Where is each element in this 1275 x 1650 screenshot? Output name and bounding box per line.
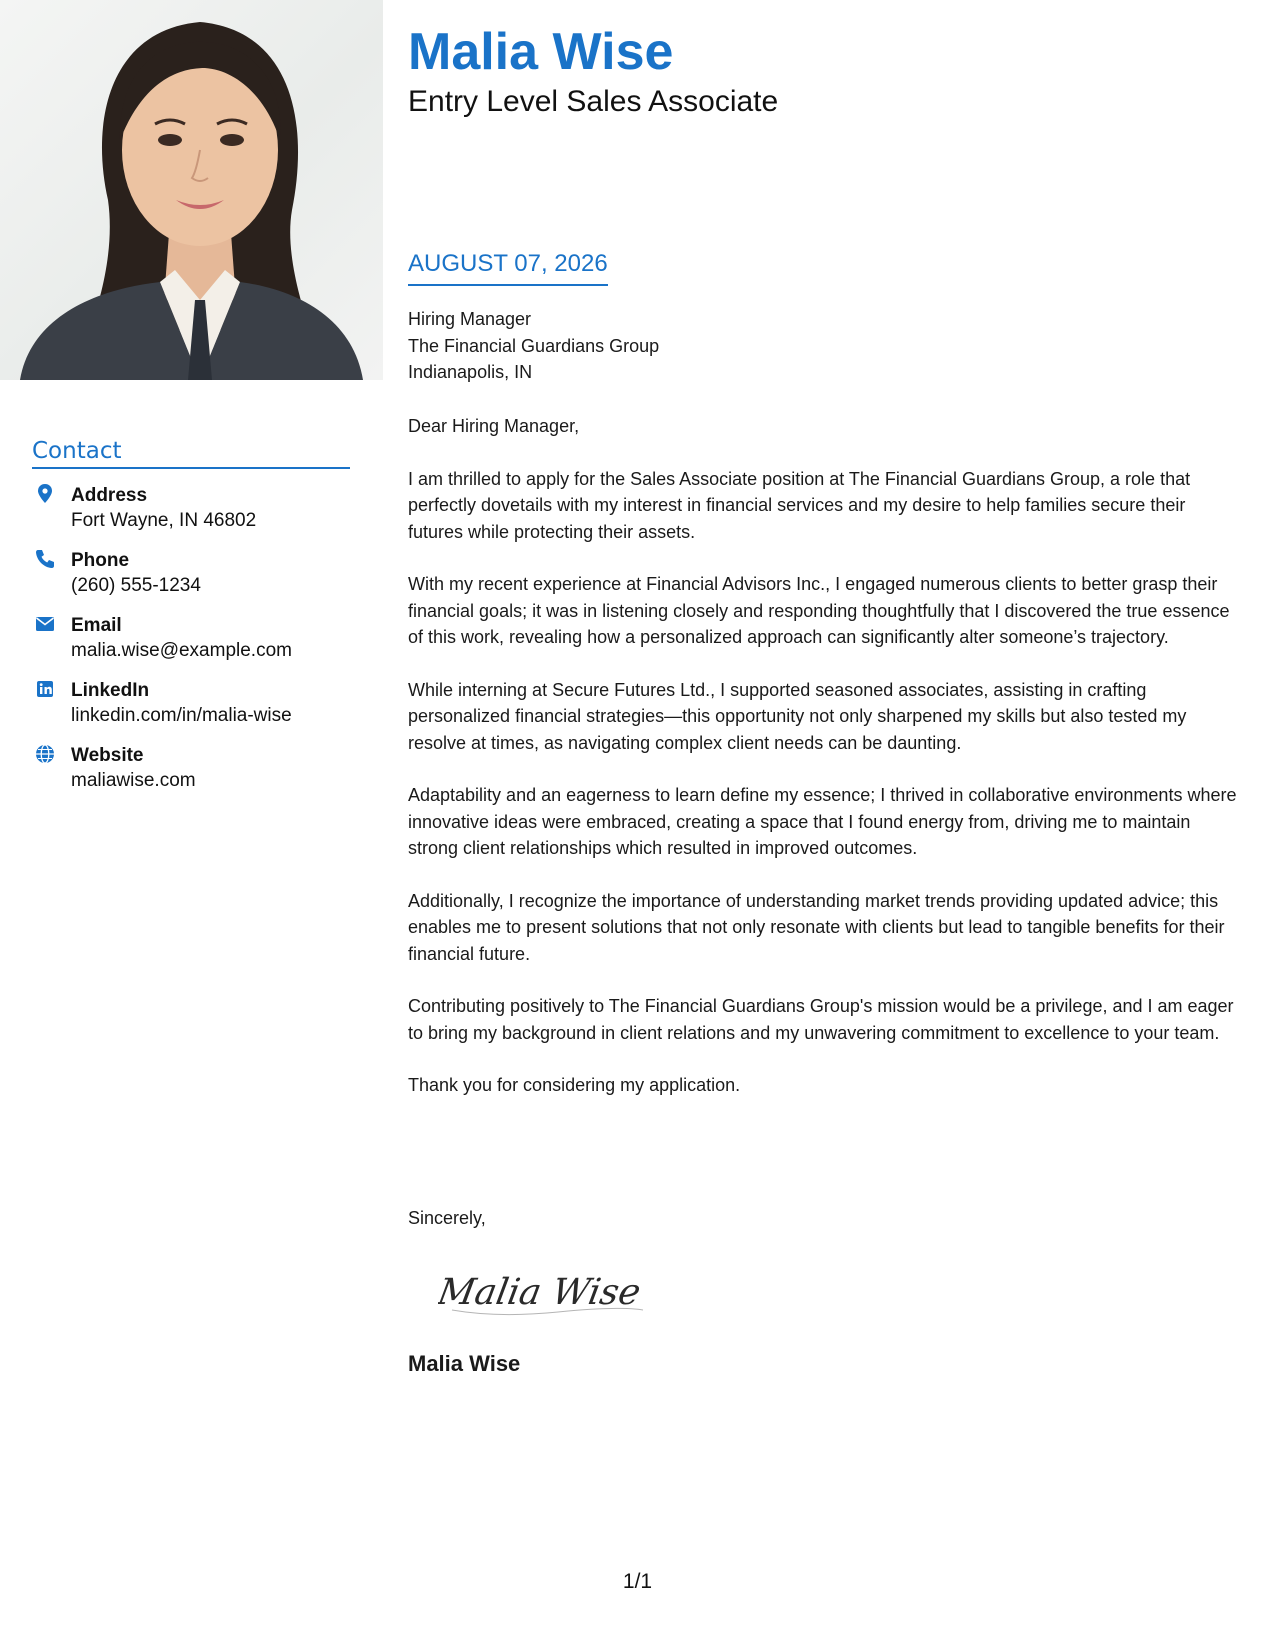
phone-value[interactable]: (260) 555-1234 [71, 575, 201, 596]
email-label: Email [71, 615, 122, 636]
body-paragraph: Thank you for considering my application. [408, 1075, 741, 1095]
recipient-line: Indianapolis, IN [408, 362, 533, 382]
contact-item-email [32, 613, 350, 663]
recipient-block [408, 306, 659, 386]
address-label: Address [71, 485, 148, 506]
page-number: 1/1 [622, 1570, 653, 1593]
salutation: Dear Hiring Manager, [408, 416, 580, 436]
portrait-illustration [0, 0, 383, 380]
svg-text:Malia Wise: Malia Wise [438, 1270, 645, 1313]
letter-body [408, 413, 1243, 1125]
email-value[interactable]: malia.wise@example.com [71, 640, 292, 661]
contact-item-phone [32, 548, 350, 598]
recipient-line: The Financial Guardians Group [408, 335, 660, 356]
recipient-line: Hiring Manager [408, 309, 532, 329]
body-paragraph: Additionally, I recognize the importance of understanding market trends providing updated advice; this enables me to present solutions that not only resonate with clients but lead to tangible benefits for their financial future. [408, 890, 1225, 964]
contact-item-linkedin [32, 678, 350, 728]
contact-heading: Contact [32, 438, 350, 469]
profile-photo [0, 0, 383, 380]
applicant-name: Malia Wise [408, 23, 674, 81]
contact-section [32, 438, 350, 808]
contact-item-website [32, 743, 350, 793]
signer-name: Malia Wise [408, 1351, 521, 1376]
location-pin-icon [34, 483, 56, 505]
phone-icon [34, 548, 56, 570]
contact-item-address [32, 483, 350, 533]
handwritten-signature [438, 1260, 658, 1329]
phone-label: Phone [71, 550, 130, 571]
job-title: Entry Level Sales Associate [408, 85, 779, 118]
address-value: Fort Wayne, IN 46802 [71, 510, 257, 531]
body-paragraph: I am thrilled to apply for the Sales Associate position at The Financial Guardians Group, a role that perfectly dovetails with my interest in financial services and my desire to help families secure their futures while protecting their assets. [408, 468, 1191, 542]
envelope-icon [34, 613, 56, 635]
sidebar [0, 0, 383, 1650]
website-label: Website [71, 745, 144, 766]
linkedin-icon [34, 678, 56, 700]
closing: Sincerely, [408, 1208, 486, 1228]
body-paragraph: While interning at Secure Futures Ltd., I supported seasoned associates, assisting in crafting personalized financial strategies—this opportunity not only sharpened my skills but also tested my resolve at times, as navigating complex client needs can be daunting. [408, 679, 1187, 753]
letter-date: AUGUST 07, 2026 [408, 248, 608, 286]
body-paragraph: Adaptability and an eagerness to learn define my essence; I thrived in collaborative environments where innovative ideas were embraced, creating a space that I found energy from, driving me to maintain strong client relationships which resulted in improved outcomes. [408, 785, 1237, 858]
linkedin-label: LinkedIn [71, 680, 150, 701]
website-value[interactable]: maliawise.com [71, 770, 196, 791]
linkedin-value[interactable]: linkedin.com/in/malia-wise [71, 705, 292, 726]
body-paragraph: With my recent experience at Financial Advisors Inc., I engaged numerous clients to better grasp their financial goals; it was in listening closely and responding thoughtfully that I discovered the true essence of this work, revealing how a personalized approach can significantly alter someone’s trajectory. [408, 574, 1230, 647]
globe-icon [34, 743, 56, 765]
body-paragraph: Contributing positively to The Financial Guardians Group's mission would be a privilege, and I am eager to bring my background in client relations and my unwavering commitment to excellence to your team. [408, 996, 1234, 1043]
